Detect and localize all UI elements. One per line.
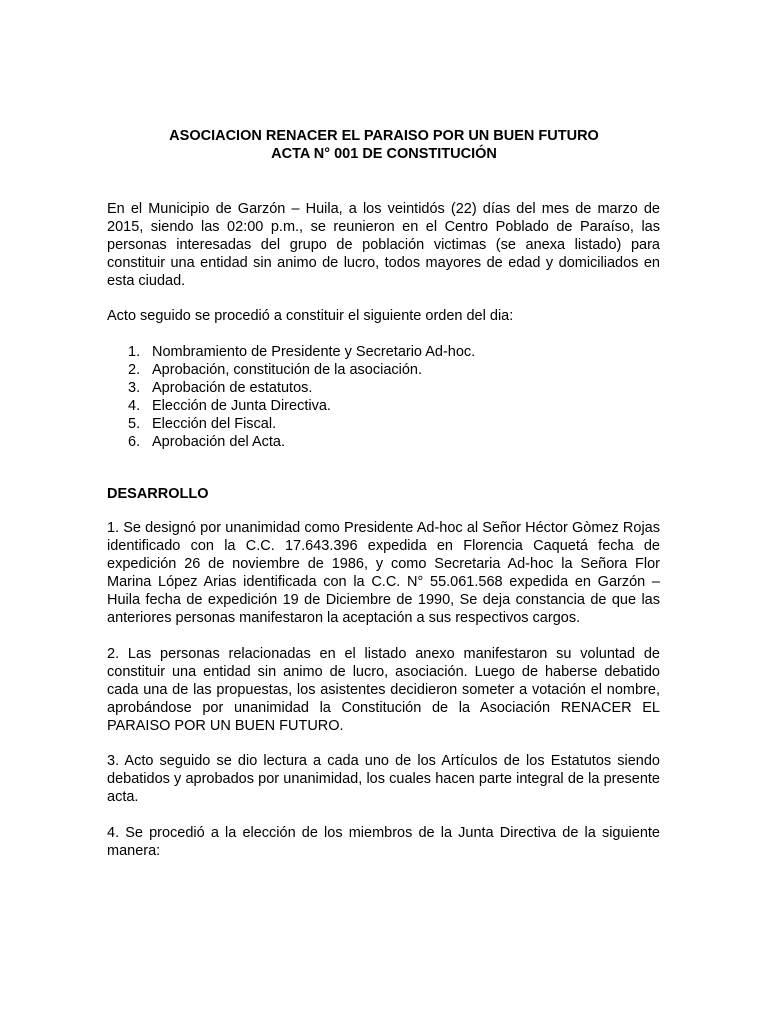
list-number: 2.: [128, 362, 141, 378]
agenda-list: [128, 343, 475, 451]
document-title: ASOCIACION RENACER EL PARAISO POR UN BUEN FUTURO: [169, 128, 599, 144]
list-item: [128, 433, 475, 451]
paragraph-4: 4. Se procedió a la elección de los miembros de la Junta Directiva de la siguiente manera:: [107, 825, 660, 859]
list-text: Elección de Junta Directiva.: [152, 398, 331, 414]
list-text: Aprobación de estatutos.: [152, 380, 313, 396]
list-item: [128, 379, 475, 397]
list-item: [128, 397, 475, 415]
paragraph-2: 2. Las personas relacionadas en el listado anexo manifestaron su voluntad de constituir una entidad sin animo de lucro, asociación. Luego de haberse debatido cada una de las propuestas, los asistentes decidieron someter a votación el nombre, aprobándose por unanimidad la Constitución de la Asociación RENACER EL PARAISO POR UN BUEN FUTURO.: [107, 646, 660, 734]
list-text: Aprobación del Acta.: [152, 434, 286, 450]
paragraph-1: 1. Se designó por unanimidad como Presidente Ad-hoc al Señor Héctor Gòmez Rojas identificado con la C.C. 17.643.396 expedida en Florencia Caquetá fecha de expedición 26 de noviembre de 1986, y como Secretaria Ad-hoc la Señora Flor Marina López Arias identificada con la C.C. N° 55.061.568 expedida en Garzón – Huila fecha de expedición 19 de Diciembre de 1990, Se deja constancia de que las anteriores personas manifestaron la aceptación a sus respectivos cargos.: [107, 520, 660, 626]
document-subtitle: ACTA N° 001 DE CONSTITUCIÓN: [271, 146, 497, 162]
list-item: [128, 361, 475, 379]
list-text: Nombramiento de Presidente y Secretario Ad-hoc.: [152, 344, 476, 360]
list-text: Aprobación, constitución de la asociación.: [152, 362, 423, 378]
agenda-intro: Acto seguido se procedió a constituir el siguiente orden del dia:: [107, 308, 514, 324]
list-number: 4.: [128, 398, 141, 414]
list-number: 6.: [128, 434, 141, 450]
paragraph-3: 3. Acto seguido se dio lectura a cada uno de los Artículos de los Estatutos siendo debatidos y aprobados por unanimidad, los cuales hacen parte integral de la presente acta.: [107, 753, 660, 805]
list-number: 3.: [128, 380, 141, 396]
list-number: 5.: [128, 416, 141, 432]
intro-paragraph: En el Municipio de Garzón – Huila, a los veintidós (22) días del mes de marzo de 2015, siendo las 02:00 p.m., se reunieron en el Centro Poblado de Paraíso, las personas interesadas del grupo de población victimas (se anexa listado) para constituir una entidad sin animo de lucro, todos mayores de edad y domiciliados en esta ciudad.: [107, 201, 660, 289]
section-heading: DESARROLLO: [107, 486, 209, 502]
list-number: 1.: [128, 344, 141, 360]
list-item: [128, 343, 475, 361]
list-item: [128, 415, 475, 433]
list-text: Elección del Fiscal.: [152, 416, 277, 432]
